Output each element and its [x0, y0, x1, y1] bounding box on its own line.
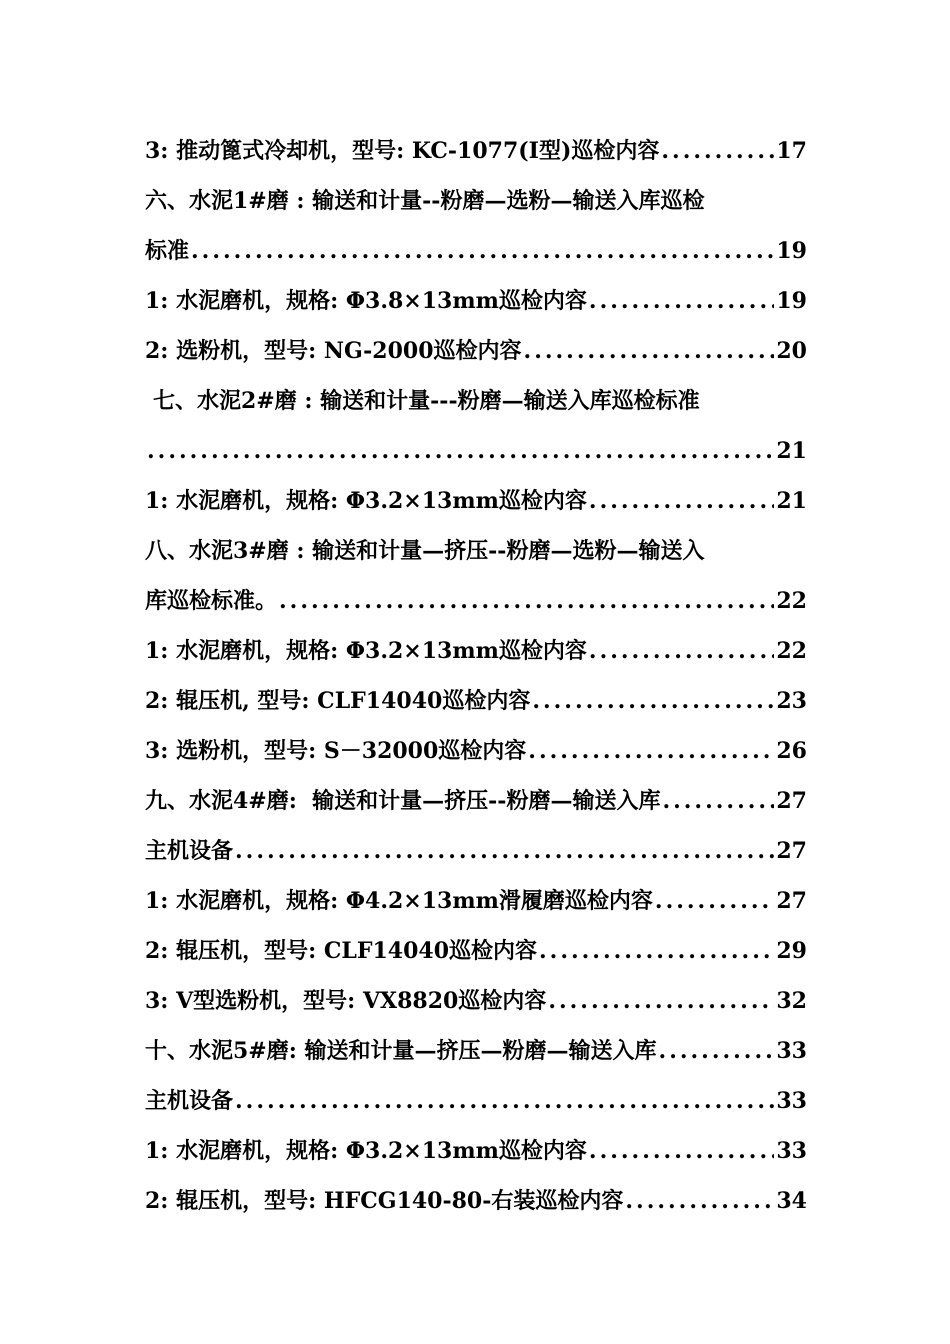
dot-leader [147, 426, 774, 476]
dot-leader [548, 976, 774, 1026]
dot-leader [235, 1076, 774, 1126]
toc-entry-text: 六、水泥1#磨 : 输送和计量--粉磨—选粉—输送入库巡检 [145, 188, 705, 214]
toc-page-number: 23 [776, 688, 807, 714]
toc-entry-text: 主机设备 [145, 838, 234, 864]
toc-page-number: 22 [776, 638, 807, 664]
toc-page-number: 21 [776, 488, 807, 514]
toc-entry[interactable] [145, 376, 807, 426]
toc-entry-text: 1: 水泥磨机，规格: Φ4.2×13mm滑履磨巡检内容 [145, 888, 653, 914]
dot-leader [589, 276, 774, 326]
toc-entry[interactable] [145, 226, 807, 276]
toc-entry[interactable] [145, 276, 807, 326]
toc-entry[interactable] [145, 176, 807, 226]
toc-entry[interactable] [145, 326, 807, 376]
dot-leader [279, 576, 774, 626]
toc-entry-text: 1: 水泥磨机，规格: Φ3.2×13mm巡检内容 [145, 488, 587, 514]
toc-entry[interactable] [145, 1076, 807, 1126]
toc-page-number: 19 [776, 288, 807, 314]
dot-leader [625, 1176, 774, 1226]
toc-entry[interactable] [145, 826, 807, 876]
toc-page-number: 21 [776, 438, 807, 464]
toc-entry[interactable] [145, 476, 807, 526]
dot-leader [589, 626, 774, 676]
dot-leader [589, 1126, 774, 1176]
toc-entry-text: 1: 水泥磨机，规格: Φ3.2×13mm巡检内容 [145, 638, 587, 664]
dot-leader [235, 826, 774, 876]
toc-entry[interactable] [145, 726, 807, 776]
toc-page-number: 27 [776, 888, 807, 914]
toc-entry[interactable] [145, 126, 807, 176]
dot-leader [191, 226, 774, 276]
dot-leader [659, 1026, 775, 1076]
toc-entry-text: 3: V型选粉机，型号: VX8820巡检内容 [145, 988, 547, 1014]
toc-entry-text: 2: 选粉机，型号: NG-2000巡检内容 [145, 338, 522, 364]
table-of-contents [145, 126, 807, 1226]
toc-entry-text: 3: 选粉机，型号: S－32000巡检内容 [145, 738, 527, 764]
toc-entry[interactable] [145, 1126, 807, 1176]
toc-entry-text: 库巡检标准。 [145, 588, 278, 614]
toc-entry-text: 3: 推动篦式冷却机，型号: KC-1077(Ⅰ型)巡检内容 [145, 138, 660, 164]
toc-entry-text: 2: 辊压机，型号: CLF14040巡检内容 [145, 938, 538, 964]
toc-entry[interactable] [145, 626, 807, 676]
toc-entry[interactable] [145, 676, 807, 726]
toc-entry-text: 1: 水泥磨机，规格: Φ3.2×13mm巡检内容 [145, 1138, 587, 1164]
toc-entry[interactable] [145, 426, 807, 476]
toc-page-number: 27 [776, 788, 807, 814]
toc-page-number: 29 [776, 938, 807, 964]
toc-entry-text: 七、水泥2#磨 : 输送和计量---粉磨—输送入库巡检标准 [153, 388, 700, 414]
toc-entry-text: 九、水泥4#磨: 输送和计量—挤压--粉磨—输送入库 [145, 788, 661, 814]
toc-entry-text: 标准 [145, 238, 190, 264]
toc-page-number: 17 [776, 138, 807, 164]
dot-leader [661, 126, 774, 176]
toc-page-number: 22 [776, 588, 807, 614]
toc-page-number: 32 [776, 988, 807, 1014]
toc-entry[interactable] [145, 576, 807, 626]
toc-page-number: 19 [776, 238, 807, 264]
toc-page-number: 20 [776, 338, 807, 364]
toc-entry[interactable] [145, 1176, 807, 1226]
toc-entry[interactable] [145, 926, 807, 976]
toc-entry-text: 2: 辊压机, 型号: CLF14040巡检内容 [145, 688, 531, 714]
dot-leader [662, 776, 774, 826]
dot-leader [532, 676, 774, 726]
toc-entry-text: 十、水泥5#磨: 输送和计量—挤压—粉磨—输送入库 [145, 1038, 657, 1064]
toc-page-number: 34 [776, 1188, 807, 1214]
dot-leader [589, 476, 774, 526]
dot-leader [539, 926, 774, 976]
toc-page-number: 33 [776, 1038, 807, 1064]
toc-entry-text: 八、水泥3#磨 : 输送和计量—挤压--粉磨—选粉—输送入 [145, 538, 705, 564]
toc-page-number: 33 [776, 1088, 807, 1114]
toc-entry-text: 主机设备 [145, 1088, 234, 1114]
toc-entry-text: 2: 辊压机，型号: HFCG140-80-右装巡检内容 [145, 1188, 624, 1214]
toc-entry[interactable] [145, 776, 807, 826]
toc-entry[interactable] [145, 876, 807, 926]
dot-leader [524, 326, 775, 376]
toc-entry-text: 1: 水泥磨机，规格: Φ3.8×13mm巡检内容 [145, 288, 587, 314]
toc-entry[interactable] [145, 1026, 807, 1076]
dot-leader [528, 726, 774, 776]
toc-page-number: 27 [776, 838, 807, 864]
toc-entry[interactable] [145, 976, 807, 1026]
toc-entry[interactable] [145, 526, 807, 576]
toc-page-number: 33 [776, 1138, 807, 1164]
toc-page-number: 26 [776, 738, 807, 764]
dot-leader [655, 876, 774, 926]
